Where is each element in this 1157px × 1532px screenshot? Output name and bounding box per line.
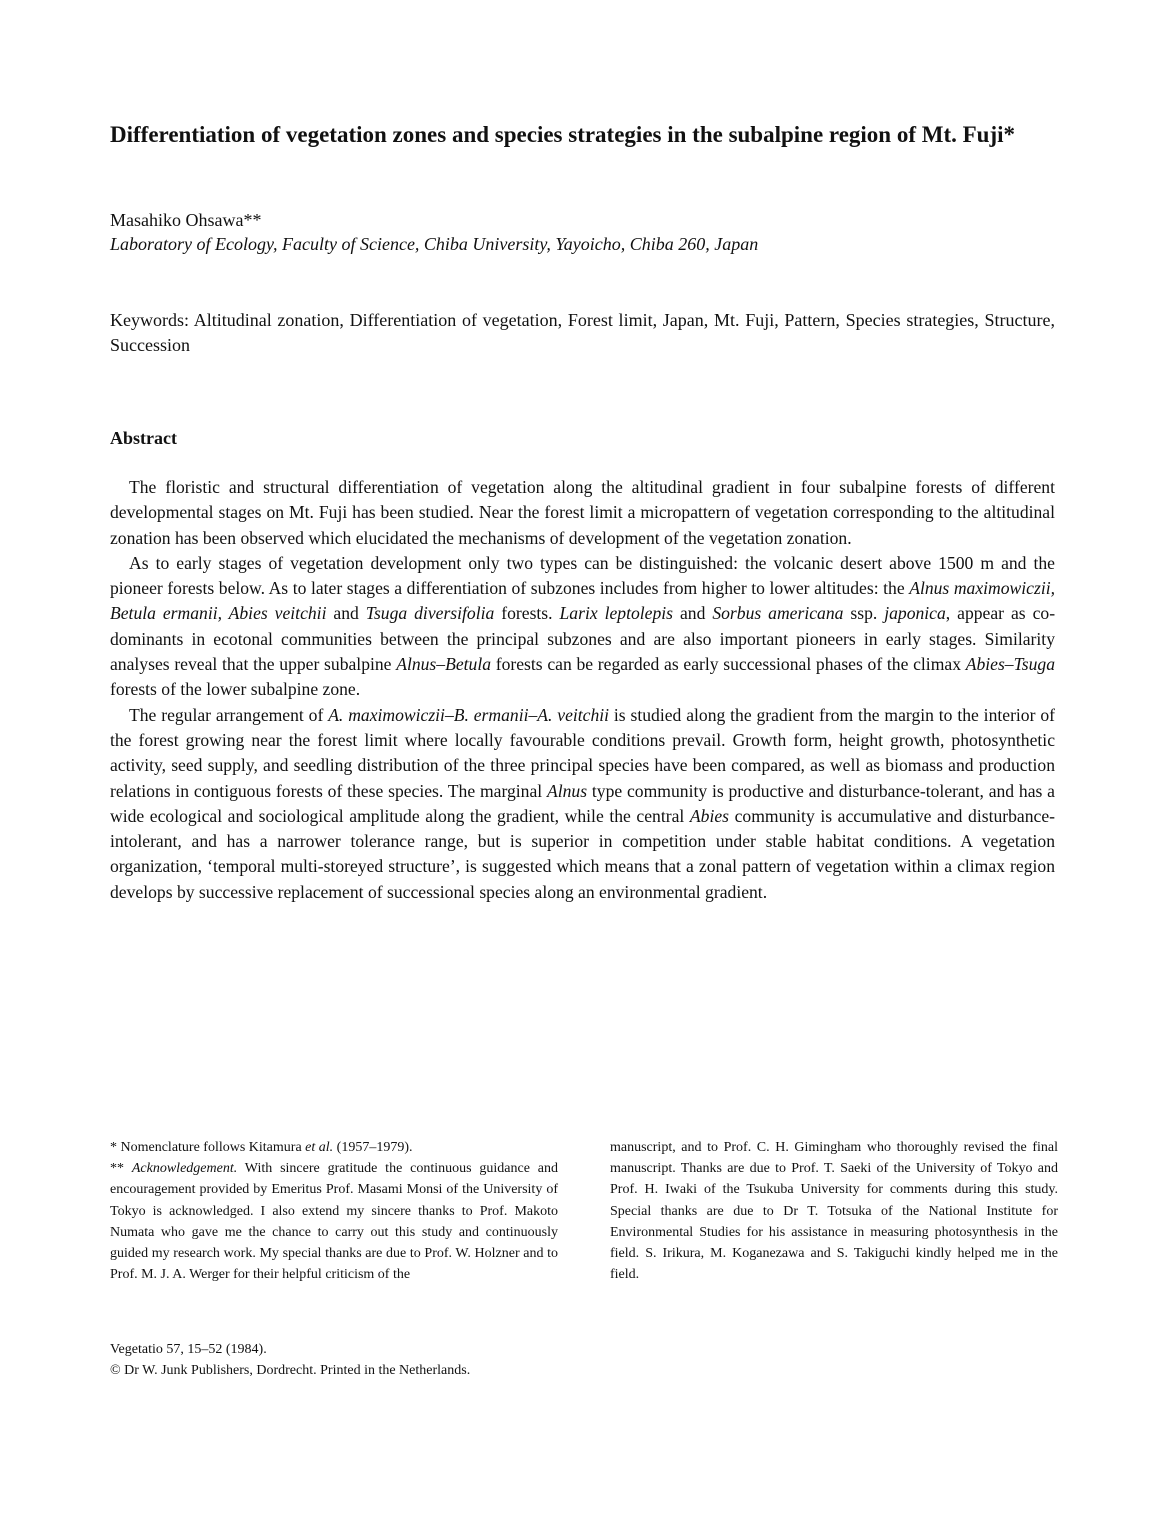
species-name: Alnus maximowiczii, Betula ermanii, Abies veitchii — [110, 578, 1055, 624]
footnotes-left-column — [110, 1137, 558, 1285]
text-span: forests. — [494, 603, 560, 624]
paper-title: Differentiation of vegetation zones and species strategies in the subalpine region of Mt. Fuji* — [110, 122, 1016, 147]
journal-reference: Vegetatio 57, 15–52 (1984). — [110, 1342, 267, 1357]
footnote-nomenclature — [110, 1137, 558, 1158]
author-name: Masahiko Ohsawa** — [110, 210, 262, 230]
species-name: Alnus — [547, 780, 588, 801]
abstract-paragraph-3 — [110, 703, 1055, 905]
species-name: Abies–Tsuga — [965, 654, 1055, 675]
text-span: The regular arrangement of — [129, 704, 329, 725]
abstract-body — [110, 475, 1055, 905]
species-name: Larix leptolepis — [559, 603, 674, 624]
abstract-heading: Abstract — [110, 428, 177, 448]
text-span: , appear as co-dominants in ecotonal communities between the principal subzones and are also important pioneers in early stages. Similarity analyses reveal that the upper subalpine — [110, 603, 1056, 675]
text-span: forests can be regarded as early successional phases of the climax — [491, 654, 966, 675]
text-span: forests of the lower subalpine zone. — [110, 679, 361, 700]
species-name: Abies — [689, 805, 729, 826]
text-span: is studied along the gradient from the margin to the interior of the forest growing near the forest limit where locally favourable conditions prevail. Growth form, height growth, photosynthetic activity, seed supply, and seedling distribution of the three principal species have been compared, as well as biomass and production relations in contiguous forests of these species. The marginal — [110, 704, 1055, 801]
text-italic: Acknowledgement. — [131, 1161, 238, 1177]
text-span: and — [673, 603, 713, 624]
species-name: A. maximowiczii–B. ermanii–A. veitchii — [328, 704, 610, 725]
text-span: (1957–1979). — [333, 1140, 413, 1155]
text-span: * Nomenclature follows Kitamura — [110, 1140, 306, 1155]
text-italic: et al. — [305, 1140, 334, 1155]
keywords: Keywords: Altitudinal zonation, Differentiation of vegetation, Forest limit, Japan, Mt. Fuji, Pattern, Species strategies, Structure, Succession — [110, 310, 1055, 355]
copyright-notice: © Dr W. Junk Publishers, Dordrecht. Printed in the Netherlands. — [110, 1363, 471, 1378]
species-name: japonica — [884, 603, 946, 624]
text-span: ssp. — [843, 603, 885, 624]
journal-citation — [110, 1339, 470, 1381]
footnote-acknowledgement — [110, 1158, 558, 1285]
text-span: As to early stages of vegetation development only two types can be distinguished: the volcanic desert above 1500 m and the pioneer forests below. As to later stages a differentiation of subzones includes from higher to lower altitudes: the — [110, 552, 1055, 599]
abstract-paragraph-2 — [110, 551, 1055, 703]
text-span: type community is productive and disturbance-tolerant, and has a wide ecological and sociological amplitude along the gradient, while the central — [110, 780, 1055, 826]
species-name: Sorbus americana — [712, 603, 844, 624]
text-span: With sincere gratitude the continuous guidance and encouragement provided by Emeritus Prof. Masami Monsi of the University of Tokyo is acknowledged. I also extend my sincere thanks to Prof. Makoto Numata who gave me the chance to carry out this study and continuously guided my research work. My special thanks are due to Prof. W. Holzner and to Prof. M. J. A. Werger for their helpful criticism of the — [110, 1161, 559, 1283]
footnotes-right-column — [610, 1137, 1058, 1285]
author-affiliation: Laboratory of Ecology, Faculty of Science, Chiba University, Yayoicho, Chiba 260, Japan — [110, 234, 759, 254]
footnote-acknowledgement-continued: manuscript, and to Prof. C. H. Gimingham who thoroughly revised the final manuscript. Thanks are due to Prof. T. Saeki of the University of Tokyo and Prof. H. Iwaki of the Tsukuba University for comments during this study. Special thanks are due to Dr T. Totsuka of the National Institute for Environmental Studies for his assistance in measuring photosynthesis in the field. S. Irikura, M. Koganezawa and S. Takiguchi kindly helped me in the field. — [610, 1140, 1058, 1283]
text-span: community is accumulative and disturbance-intolerant, and has a narrower tolerance range, but is superior in competition under stable habitat conditions. A vegetation organization, ‘temporal multi-storeyed structure’, is suggested which means that a zonal pattern of vegetation within a climax region develops by successive replacement of successional species along an environmental gradient. — [110, 805, 1056, 902]
species-name: Tsuga diversifolia — [365, 603, 495, 624]
text-span: ** — [110, 1161, 132, 1177]
species-name: Alnus–Betula — [396, 654, 492, 675]
text-span: and — [326, 603, 366, 624]
abstract-paragraph-1: The floristic and structural differentiation of vegetation along the altitudinal gradient in four subalpine forests of different developmental stages on Mt. Fuji has been studied. Near the forest limit a micropattern of vegetation corresponding to the altitudinal zonation has been observed which elucidated the mechanisms of development of the vegetation zonation. — [110, 477, 1055, 548]
